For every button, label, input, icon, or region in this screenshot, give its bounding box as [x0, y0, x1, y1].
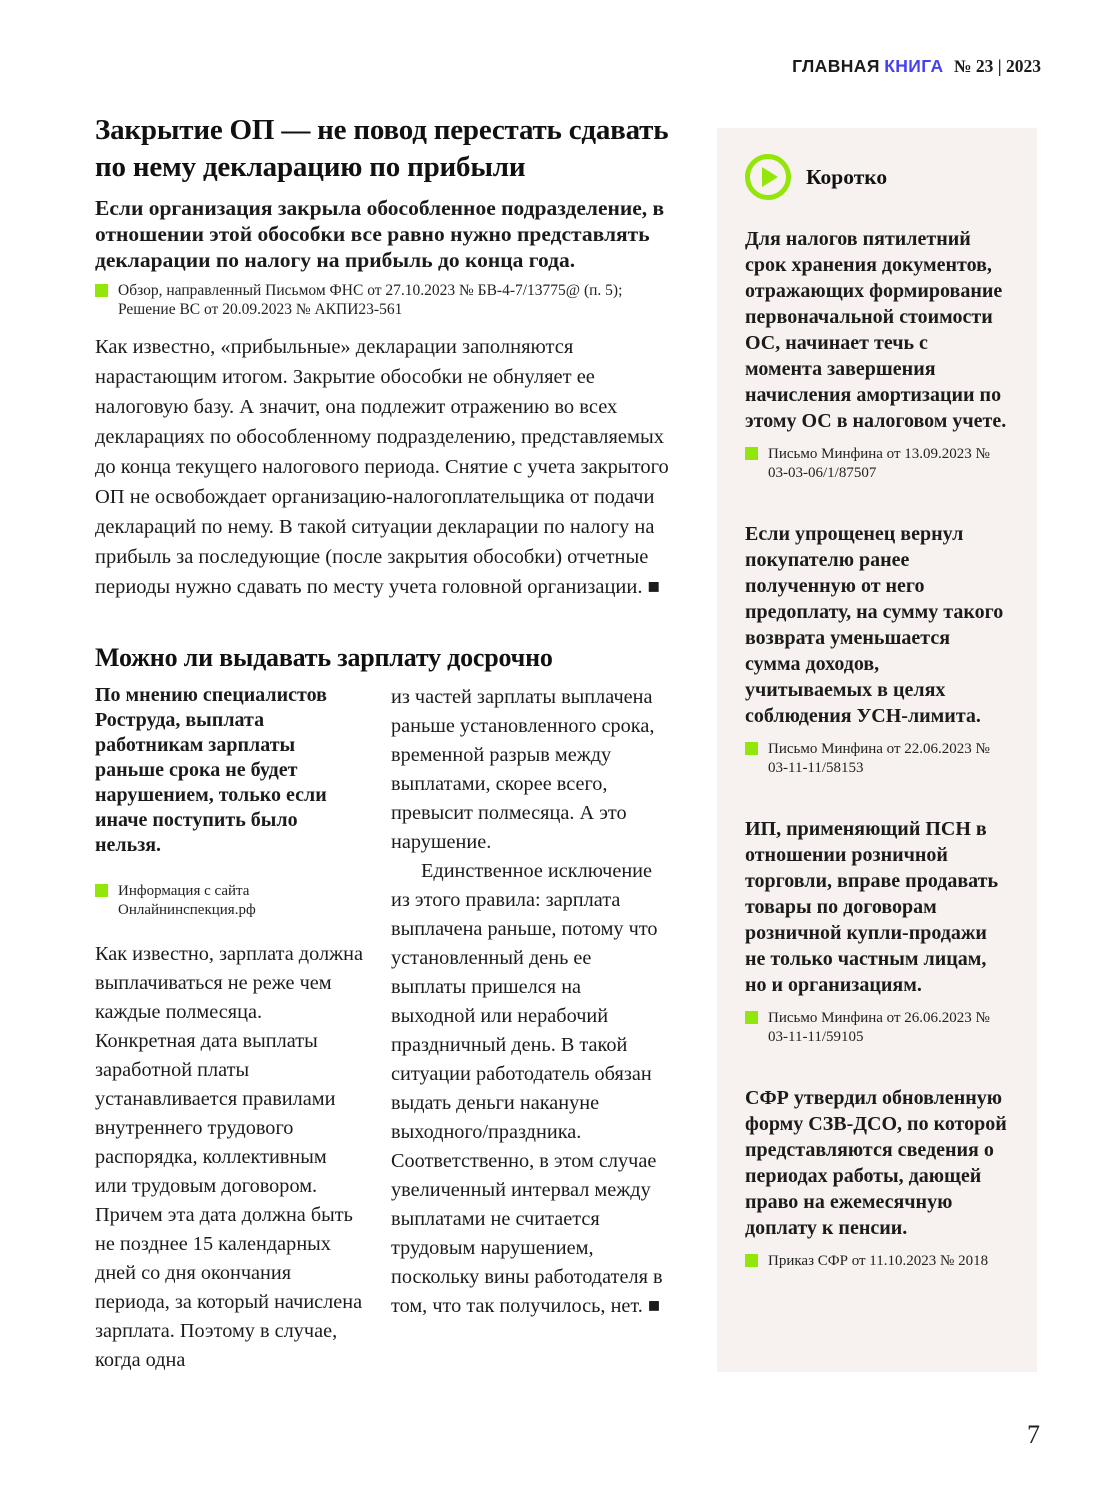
news-item-source-text: Письмо Минфина от 22.06.2023 № 03-11-11/58153: [768, 741, 990, 776]
news-item-text: СФР утвердил обновленную форму СЗВ-ДСО, по которой представляются сведения о периодах работы, дающей право на ежемесячную доплату к пенсии.: [745, 1087, 1007, 1239]
news-item-source-text: Письмо Минфина от 13.09.2023 № 03-03-06/1/87507: [768, 446, 990, 481]
source-bullet-icon: [745, 742, 758, 755]
article-title: Закрытие ОП — не повод перестать сдавать по нему декларацию по прибыли: [95, 114, 669, 183]
news-sidebar: [717, 128, 1037, 1372]
article-op-profit-declaration: [95, 112, 687, 602]
article-source: [95, 282, 670, 319]
source-bullet-icon: [745, 447, 758, 460]
article-source-text: Обзор, направленный Письмом ФНС от 27.10.2023 № БВ-4-7/13775@ (п. 5); Решение ВС от 20.09.2023 № АКПИ23-561: [118, 282, 623, 318]
article-columns: [95, 683, 687, 1375]
sidebar-news-item: [745, 816, 1009, 1047]
article-body-paragraph: Единственное исключение из этого правила: зарплата выплачена раньше, потому что установленный день ее выплаты пришелся на выходной или нерабочий праздничный день. В такой ситуации работодатель обязан выдать деньги накануне выходного/праздника. Соответственно, в этом случае увеличенный интервал между выплатами не считается трудовым нарушением, поскольку вины работодателя в том, что так получилось, нет. ■: [391, 860, 663, 1317]
article-lead: Если организация закрыла обособленное подразделение, в отношении этой обособки все равно нужно представлять декларации по налогу на прибыль до конца года.: [95, 196, 665, 272]
news-item-source: [745, 445, 1009, 483]
source-bullet-icon: [745, 1011, 758, 1024]
article-lead: По мнению специалистов Роструда, выплата работникам зарплаты раньше срока не будет нарушением, только если иначе поступить было нельзя.: [95, 684, 327, 856]
article-body-paragraph: из частей зарплаты выплачена раньше установленного срока, временной разрыв между выплатами, скорее всего, превысит полмесяца. А это нарушение.: [391, 686, 655, 853]
news-item-text: Для налогов пятилетний срок хранения документов, отражающих формирование первоначальной стоимости ОС, начинает течь с момента завершения начисления амортизации по этому ОС в налоговом учете.: [745, 228, 1007, 432]
play-icon: [745, 154, 791, 200]
sidebar-news-item: [745, 1085, 1009, 1271]
sidebar-header: [745, 154, 1009, 200]
sidebar-news-item: [745, 226, 1009, 483]
source-bullet-icon: [745, 1254, 758, 1267]
news-item-source: [745, 1009, 1009, 1047]
page-number: 7: [1027, 1420, 1040, 1449]
news-item-source-text: Письмо Минфина от 26.06.2023 № 03-11-11/59105: [768, 1010, 990, 1045]
main-content: [95, 112, 687, 1375]
masthead-title-part1: ГЛАВНАЯ: [792, 56, 880, 76]
article-body-paragraph: Как известно, зарплата должна выплачиваться не реже чем каждые полмесяца. Конкретная дата выплаты заработной платы устанавливается правилами внутреннего трудового распорядка, коллективным или трудовым договором. Причем эта дата должна быть не позднее 15 календарных дней со дня окончания периода, за который начислена зарплата. Поэтому в случае, когда одна: [95, 943, 363, 1371]
source-bullet-icon: [95, 884, 108, 897]
sidebar-news-item: [745, 521, 1009, 778]
masthead: [792, 56, 1041, 77]
source-bullet-icon: [95, 284, 108, 297]
news-item-text: ИП, применяющий ПСН в отношении розничной торговли, вправе продавать товары по договорам розничной купли-продажи не только частным лицам, но и организациям.: [745, 818, 999, 996]
news-item-source-text: Приказ СФР от 11.10.2023 № 2018: [768, 1253, 989, 1269]
news-item-source: [745, 740, 1009, 778]
article-body: Как известно, «прибыльные» декларации заполняются нарастающим итогом. Закрытие обособки не обнуляет ее налоговую базу. А значит, она подлежит отражению во всех декларациях по обособленному подразделению, представляемых до конца текущего налогового периода. Снятие с учета закрытого ОП не освобождает организацию-налогоплательщика от подачи деклараций по нему. В такой ситуации декларации по налогу на прибыль за последующие (после закрытия обособки) отчетные периоды нужно сдавать по месту учета головной организации. ■: [95, 336, 669, 598]
article-early-salary: [95, 642, 687, 1375]
article-column-right: [391, 683, 663, 1375]
news-item-text: Если упрощенец вернул покупателю ранее полученную от него предоплату, на сумму такого возврата уменьшается сумма доходов, учитываемых в целях соблюдения УСН-лимита.: [745, 523, 1004, 727]
article-title: Можно ли выдавать зарплату досрочно: [95, 643, 553, 672]
masthead-issue: № 23 | 2023: [953, 56, 1041, 76]
masthead-title-part2: КНИГА: [884, 56, 944, 76]
play-triangle-icon: [762, 167, 778, 187]
news-item-source: [745, 1252, 1009, 1271]
sidebar-title: Коротко: [806, 164, 888, 189]
article-source-text: Информация с сайта Онлайнинспекция.рф: [118, 883, 256, 918]
article-column-left: [95, 683, 363, 1375]
article-source: [95, 882, 363, 920]
